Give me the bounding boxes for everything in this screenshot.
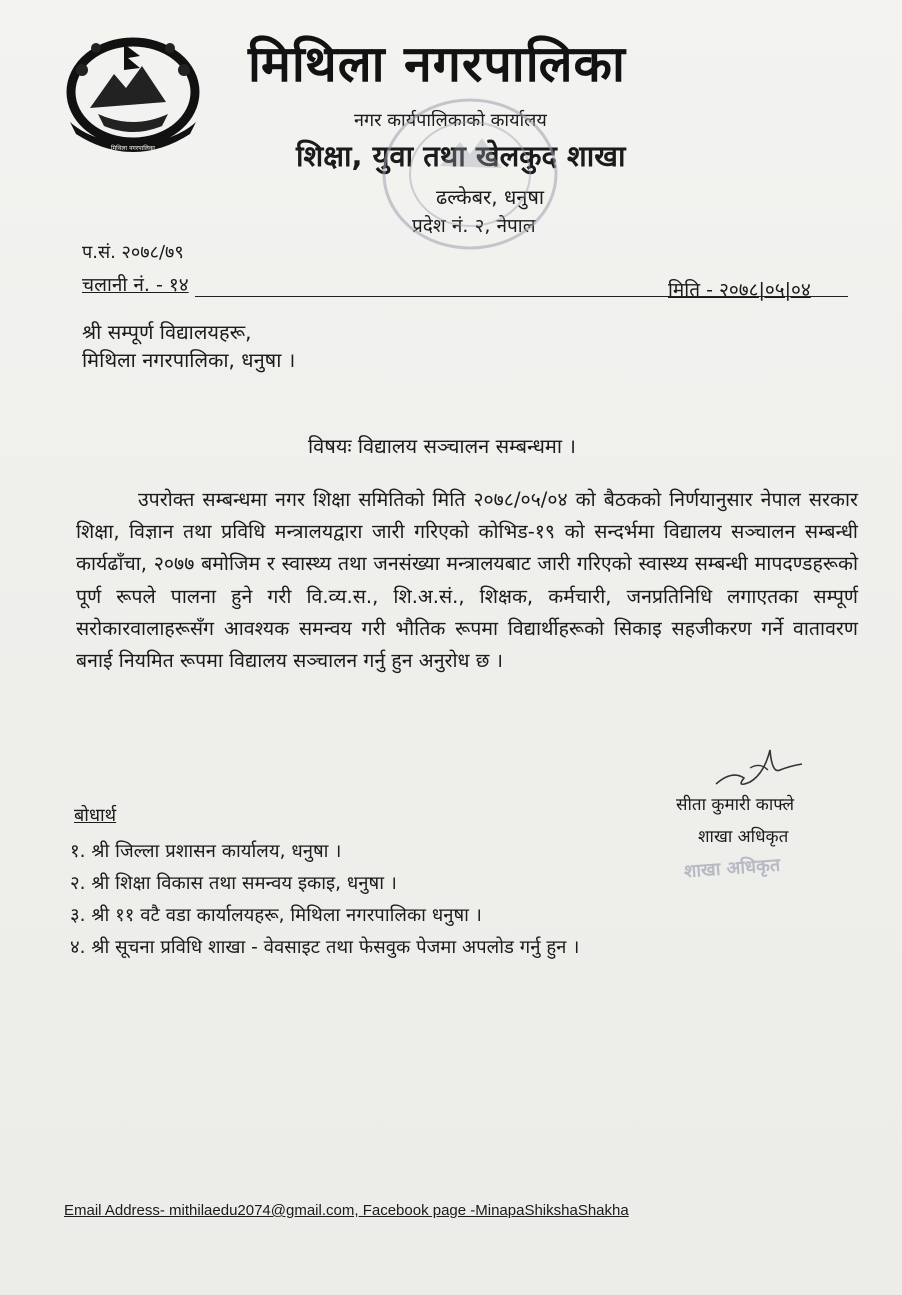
- header-divider: [195, 296, 848, 297]
- svg-text:मिथिला नगरपालिका: मिथिला नगरपालिका: [111, 145, 155, 152]
- office-place: ढल्केबर, धनुषा: [436, 185, 545, 209]
- letter-subject: विषयः विद्यालय सञ्चालन सम्बन्धमा ।: [308, 434, 576, 458]
- recipient-line-2: मिथिला नगरपालिका, धनुषा ।: [82, 348, 296, 372]
- signatory-title: शाखा अधिकृत: [698, 827, 789, 847]
- office-name: नगर कार्यपालिकाको कार्यालय: [354, 110, 547, 131]
- cc-label: बोधार्थ: [74, 805, 117, 826]
- cc-item: २. श्री शिक्षा विकास तथा समन्वय इकाइ, धनुषा ।: [70, 873, 397, 894]
- handwritten-signature: [710, 740, 810, 796]
- designation-stamp: शाखा अधिकृत: [683, 854, 781, 883]
- recipient-line-1: श्री सम्पूर्ण विद्यालयहरू,: [82, 320, 252, 344]
- municipality-title: मिथिला नगरपालिका: [248, 35, 626, 93]
- dispatch-number: चलानी नं. - १४: [82, 274, 189, 296]
- cc-list: [70, 836, 579, 964]
- letter-date: मिति - २०७८|०५|०४: [668, 279, 811, 301]
- reference-number: प.सं. २०७८/७९: [82, 242, 184, 263]
- nepal-emblem-logo: [62, 30, 204, 158]
- cc-item: ३. श्री ११ वटै वडा कार्यालयहरू, मिथिला नगरपालिका धनुषा ।: [70, 905, 482, 926]
- cc-item: ४. श्री सूचना प्रविधि शाखा - वेवसाइट तथा फेसवुक पेजमा अपलोड गर्नु हुन ।: [70, 937, 580, 958]
- signatory-name: सीता कुमारी काफ्ले: [676, 795, 795, 815]
- cc-item: १. श्री जिल्ला प्रशासन कार्यालय, धनुषा ।: [70, 841, 342, 862]
- contact-footer: Email Address- mithilaedu2074@gmail.com, Facebook page -MinapaShikshaShakha: [64, 1202, 629, 1219]
- section-name: शिक्षा, युवा तथा खेलकुद शाखा: [296, 139, 626, 173]
- letter-body: उपरोक्त सम्बन्धमा नगर शिक्षा समितिको मिति २०७८/०५/०४ को बैठकको निर्णयानुसार नेपाल सरकार शिक्षा, विज्ञान तथा प्रविधि मन्त्रालयद्वारा जारी गरिएको कोभिड-१९ को सन्दर्भमा विद्यालय सञ्चालन सम्बन्धी कार्यढाँचा, २०७७ बमोजिम र स्वास्थ्य तथा जनसंख्या मन्त्रालयबाट जारी गरिएको स्वास्थ्य सम्बन्धी मापदण्डहरूको पूर्ण रूपले पालना हुने गरी वि.व्य.स., शि.अ.सं., शिक्षक, कर्मचारी, जनप्रतिनिधि लगाएतका सम्पूर्ण सरोकारवालाहरूसँग आवश्यक समन्वय गरी भौतिक रूपमा विद्यार्थीहरूको सिकाइ सहजीकरण गर्ने वातावरण बनाई नियमित रूपमा विद्यालय सञ्चालन गर्नु हुन अनुरोध छ ।: [76, 488, 858, 673]
- office-province: प्रदेश नं. २, नेपाल: [412, 215, 536, 237]
